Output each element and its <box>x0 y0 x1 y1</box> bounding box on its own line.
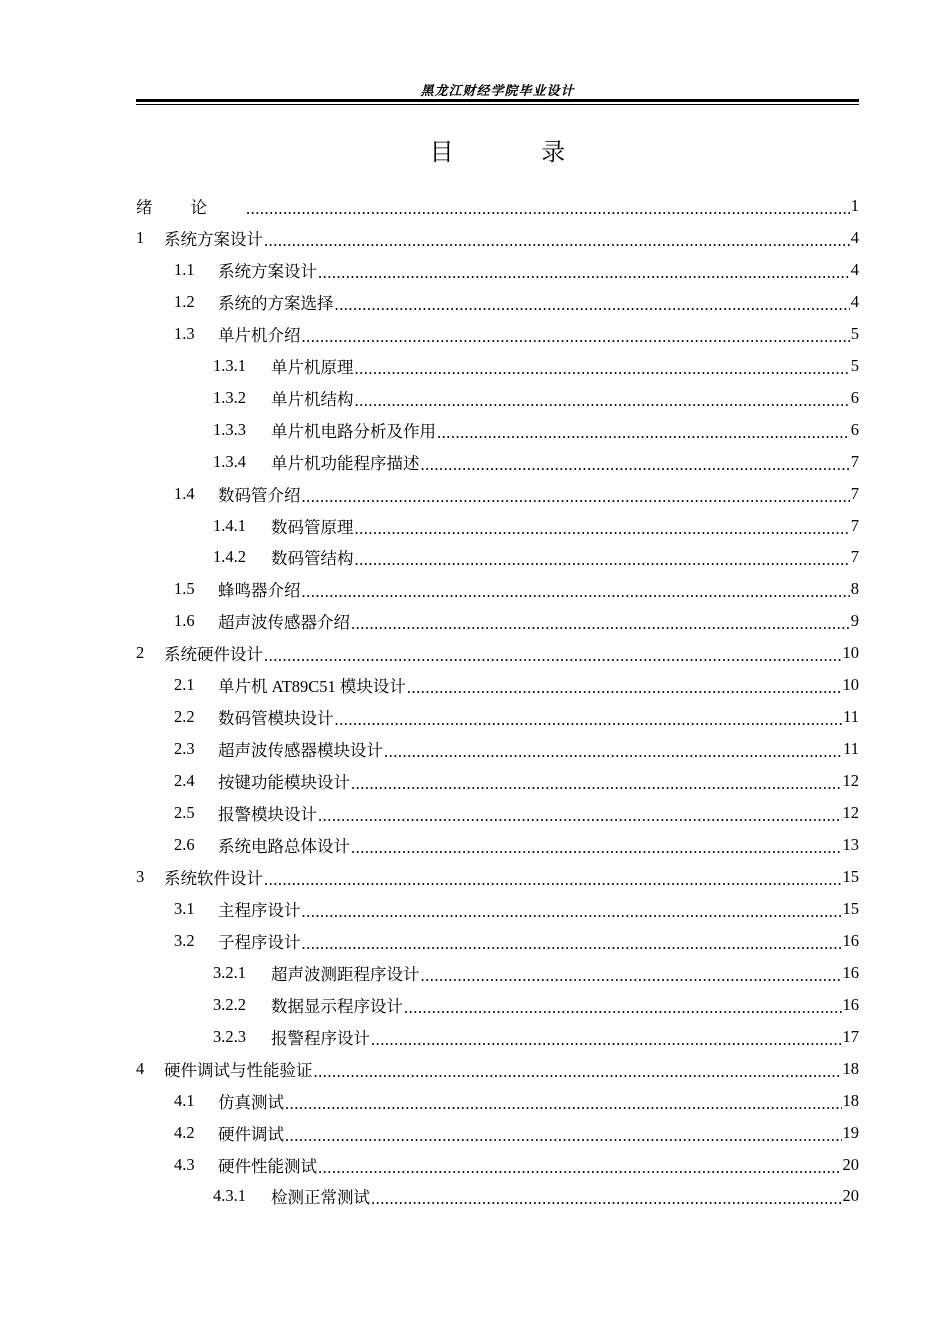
toc-entry-page: 7 <box>850 451 859 471</box>
toc-entry-title: 蜂鸣器介绍 <box>218 581 301 601</box>
toc-entry[interactable] <box>136 1149 859 1181</box>
toc-entry-title: 报警模块设计 <box>218 805 317 825</box>
toc-leader-dots <box>264 870 842 890</box>
toc-entry-page: 5 <box>850 323 859 343</box>
toc-entry[interactable] <box>136 797 859 829</box>
toc-entry[interactable] <box>136 318 859 350</box>
toc-entry[interactable] <box>136 414 859 446</box>
toc-entry-number: 1.6 <box>174 611 195 631</box>
toc-leader-dots <box>335 295 850 315</box>
toc-entry-page: 16 <box>842 962 859 982</box>
toc-leader-dots <box>302 582 850 602</box>
toc-entry-title: 报警程序设计 <box>271 1028 370 1048</box>
toc-entry-number: 3.2.1 <box>213 962 246 982</box>
toc-entry-title: 按键功能模块设计 <box>218 773 350 793</box>
toc-entry-title: 单片机介绍 <box>218 325 301 345</box>
toc-entry-title: 数码管介绍 <box>218 485 301 505</box>
toc-entry-number: 3.2.2 <box>213 994 246 1014</box>
toc-entry-number: 1.3.2 <box>213 387 246 407</box>
toc-entry-title: 主程序设计 <box>218 900 301 920</box>
toc-entry-title: 单片机电路分析及作用 <box>271 421 436 441</box>
toc-entry-number: 2.5 <box>174 803 195 823</box>
toc-entry-page: 15 <box>842 898 859 918</box>
toc-entry-page: 5 <box>850 355 859 375</box>
toc-leader-dots <box>355 391 850 411</box>
toc-entry[interactable] <box>136 1117 859 1149</box>
toc-entry-number: 4.3 <box>174 1154 195 1174</box>
toc-entry[interactable] <box>136 573 859 605</box>
toc-leader-dots <box>355 519 850 539</box>
toc-leader-dots <box>318 263 850 283</box>
toc-entry-page: 16 <box>842 930 859 950</box>
toc-leader-dots <box>384 742 842 762</box>
toc-entry-title: 单片机功能程序描述 <box>271 453 420 473</box>
toc-entry-page: 20 <box>842 1154 859 1174</box>
toc-entry-page: 4 <box>850 259 859 279</box>
toc-entry-number: 3.1 <box>174 898 195 918</box>
toc-entry-number: 3 <box>136 866 145 886</box>
toc-entry-page: 8 <box>850 579 859 599</box>
toc-entry-page: 16 <box>842 994 859 1014</box>
toc-entry-number: 2.1 <box>174 675 195 695</box>
toc-entry[interactable] <box>136 957 859 989</box>
toc-entry[interactable] <box>136 989 859 1021</box>
header-rule-thick <box>136 99 859 102</box>
toc-entry[interactable] <box>136 1053 859 1085</box>
toc-entry-number: 1.3.3 <box>213 419 246 439</box>
toc-leader-dots <box>285 1126 842 1146</box>
toc-leader-dots <box>302 902 842 922</box>
toc-entry-number: 1.4.1 <box>213 515 246 535</box>
toc-entry-page: 7 <box>850 483 859 503</box>
header-rule-thin <box>136 104 859 105</box>
toc-entry[interactable] <box>136 1180 859 1212</box>
toc-entry[interactable] <box>136 893 859 925</box>
toc-leader-dots <box>437 423 850 443</box>
toc-entry-title: 数据显示程序设计 <box>271 996 403 1016</box>
page-title: 目 录 <box>429 138 606 166</box>
toc-entry[interactable] <box>136 1085 859 1117</box>
toc-leader-dots <box>318 1158 842 1178</box>
toc-entry-title: 数码管结构 <box>271 549 354 569</box>
toc-entry-title: 仿真测试 <box>218 1092 284 1112</box>
toc-entry-page: 18 <box>842 1090 859 1110</box>
toc-leader-dots <box>351 774 842 794</box>
toc-entry-title: 检测正常测试 <box>271 1188 370 1208</box>
toc-entry[interactable] <box>136 254 859 286</box>
toc-entry-page: 12 <box>842 803 859 823</box>
toc-leader-dots <box>335 710 843 730</box>
toc-entry-page: 7 <box>850 515 859 535</box>
toc-entry-number: 2 <box>136 643 145 663</box>
toc-leader-dots <box>404 998 842 1018</box>
toc-entry[interactable] <box>136 637 859 669</box>
toc-entry-title: 单片机结构 <box>271 389 354 409</box>
toc-entry[interactable] <box>136 510 859 542</box>
toc-leader-dots <box>314 1062 842 1082</box>
toc-entry-page: 15 <box>842 866 859 886</box>
toc-leader-dots <box>264 231 850 251</box>
toc-entry-page: 20 <box>842 1186 859 1206</box>
toc-entry[interactable] <box>136 222 859 254</box>
toc-entry-number: 1.5 <box>174 579 195 599</box>
toc-entry-title: 硬件性能测试 <box>218 1156 317 1176</box>
toc-leader-dots <box>355 359 850 379</box>
toc-entry-title: 超声波测距程序设计 <box>271 964 420 984</box>
toc-entry-number: 4.3.1 <box>213 1186 246 1206</box>
toc-entry-number: 2.2 <box>174 707 195 727</box>
toc-entry[interactable] <box>136 350 859 382</box>
toc-entry-number: 2.6 <box>174 835 195 854</box>
toc-entry-number: 1.3.4 <box>213 451 246 471</box>
toc-entry-title: 系统电路总体设计 <box>218 837 350 856</box>
toc-entry-number: 4.2 <box>174 1122 195 1142</box>
toc-entry[interactable] <box>136 765 859 797</box>
toc-leader-dots <box>355 550 850 570</box>
toc-entry[interactable] <box>136 605 859 637</box>
toc-entry-page: 10 <box>842 675 859 695</box>
toc-entry-title: 系统方案设计 <box>218 261 317 281</box>
toc-leader-dots <box>351 614 850 634</box>
toc-entry-title: 系统方案设计 <box>164 229 263 249</box>
toc-entry-number: 1.3.1 <box>213 355 246 375</box>
running-header: 黑龙江财经学院毕业设计 <box>420 84 575 99</box>
toc-leader-dots <box>302 934 842 954</box>
toc-entry-title: 硬件调试 <box>218 1124 284 1144</box>
toc-leader-dots <box>302 327 850 347</box>
toc-entry-page: 11 <box>843 707 859 727</box>
toc-entry-page: 10 <box>842 643 859 663</box>
toc-entry-page: 4 <box>850 291 859 311</box>
toc-entry-number: 1.4 <box>174 483 195 503</box>
toc-entry-number: 3.2.3 <box>213 1026 246 1046</box>
toc-entry-number: 2.3 <box>174 739 195 759</box>
toc-entry-page: 12 <box>842 771 859 791</box>
toc-entry-title: 超声波传感器模块设计 <box>218 741 383 761</box>
toc-leader-dots <box>351 838 842 858</box>
toc-leader-dots <box>407 678 842 698</box>
toc-entry-page: 11 <box>843 739 859 759</box>
toc-entry[interactable] <box>136 669 859 701</box>
toc-entry[interactable] <box>136 829 859 861</box>
toc-entry[interactable] <box>136 541 859 573</box>
toc-entry-page: 9 <box>850 611 859 631</box>
toc-entry[interactable] <box>136 1021 859 1053</box>
toc-entry[interactable] <box>136 925 859 957</box>
toc-leader-dots <box>421 966 842 986</box>
toc-entry-page: 4 <box>850 227 859 247</box>
toc-entry-page: 6 <box>850 387 859 407</box>
toc-leader-dots <box>371 1030 842 1050</box>
toc-entry[interactable] <box>136 478 859 510</box>
toc-entry-title: 数码管模块设计 <box>218 709 334 729</box>
toc-entry-title: 系统的方案选择 <box>218 293 334 313</box>
toc-entry[interactable] <box>136 190 859 222</box>
toc-leader-dots <box>421 455 850 475</box>
toc-entry-number: 1.4.2 <box>213 547 246 567</box>
toc-entry-number: 1 <box>136 227 145 247</box>
toc-leader-dots <box>246 199 850 219</box>
toc-entry-number: 1.1 <box>174 259 195 279</box>
toc-entry-title: 硬件调试与性能验证 <box>164 1060 313 1080</box>
toc-entry-number: 4.1 <box>174 1090 195 1110</box>
toc-entry-title: 子程序设计 <box>218 932 301 952</box>
toc-entry-title: 系统硬件设计 <box>164 645 263 665</box>
toc-entry-page: 13 <box>842 835 859 854</box>
toc-entry[interactable] <box>136 861 859 893</box>
toc-entry-title: 绪论 <box>136 198 245 217</box>
toc-entry-page: 1 <box>850 196 859 215</box>
toc-leader-dots <box>318 806 842 826</box>
toc-leader-dots <box>285 1094 842 1114</box>
toc-leader-dots <box>264 646 842 666</box>
toc-entry[interactable] <box>136 446 859 478</box>
toc-entry-number: 3.2 <box>174 930 195 950</box>
toc-entry[interactable] <box>136 286 859 318</box>
toc-leader-dots <box>371 1189 842 1209</box>
toc-entry[interactable] <box>136 701 859 733</box>
toc-entry-page: 6 <box>850 419 859 439</box>
toc-entry-number: 2.4 <box>174 771 195 791</box>
toc-entry-title: 超声波传感器介绍 <box>218 613 350 633</box>
toc-entry-title: 单片机原理 <box>271 357 354 377</box>
toc-entry-number: 1.3 <box>174 323 195 343</box>
toc-entry-page: 18 <box>842 1058 859 1078</box>
toc-entry-title: 数码管原理 <box>271 517 354 537</box>
toc-entry-number: 1.2 <box>174 291 195 311</box>
toc-entry-page: 19 <box>842 1122 859 1142</box>
toc-entry-title: 系统软件设计 <box>164 868 263 888</box>
toc-leader-dots <box>302 487 850 507</box>
toc-entry-number: 4 <box>136 1058 145 1078</box>
toc-entry[interactable] <box>136 382 859 414</box>
toc-entry-page: 7 <box>850 547 859 567</box>
toc-entry-page: 17 <box>842 1026 859 1046</box>
toc-entry-title: 单片机 AT89C51 模块设计 <box>218 677 406 697</box>
toc-entry[interactable] <box>136 733 859 765</box>
